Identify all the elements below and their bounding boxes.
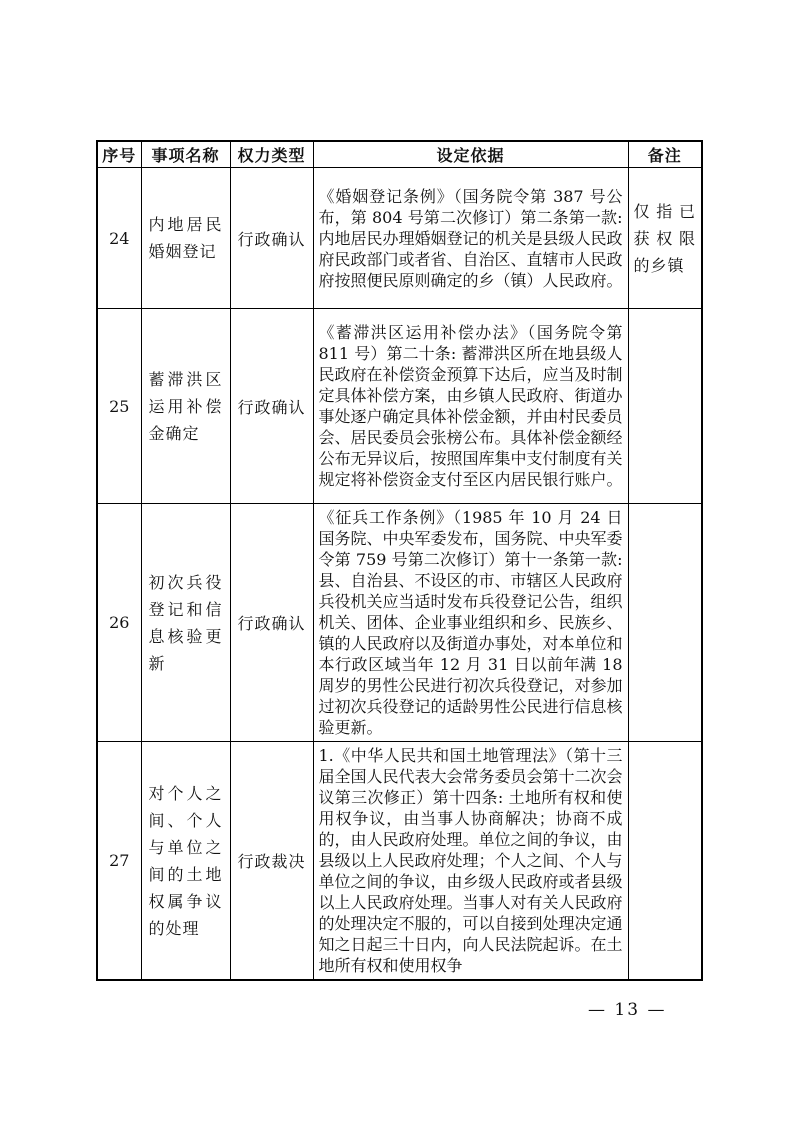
legal-basis-cell: 《征兵工作条例》（1985 年 10 月 24 日国务院、中央军委发布，国务院、中央军委令第 759 号第二次修订）第十一条第一款: 县、自治县、不设区的市、市辖区人民政府兵役机关应当适时发布兵役登记公告，组织机关、团体、企业事业组织和乡、民族乡、镇的人民政府以及街道办事处，对本单位和本行政区域当年 12 月 31 日以前年满 18 周岁的男性公民进行初次兵役登记，对参加过初次兵役登记的适龄男性公民进行信息核验更新。 xyxy=(313,504,628,742)
header-cell-no: 序号 xyxy=(97,141,141,168)
legal-basis-cell: 1.《中华人民共和国土地管理法》（第十三届全国人民代表大会常务委员会第十二次会议第三次修正）第十四条: 土地所有权和使用权争议，由当事人协商解决；协商不成的，由人民政府处理。单位之间的争议，由县级以上人民政府处理；个人之间、个人与单位之间的争议，由乡级人民政府或者县级以上人民政府处理。当事人对有关人民政府的处理决定不服的，可以自接到处理决定通知之日起三十日内，向人民法院起诉。在土地所有权和使用权争 xyxy=(313,742,628,981)
item-name-cell: 对个人之间、个人与单位之间的土地权属争议的处理 xyxy=(141,742,230,981)
header-row xyxy=(97,141,702,168)
table-row xyxy=(97,168,702,309)
header-cell-basis: 设定依据 xyxy=(313,141,628,168)
table-body xyxy=(97,168,702,981)
row-number-cell: 24 xyxy=(97,168,141,309)
header-cell-remark: 备注 xyxy=(628,141,702,168)
legal-basis-cell: 《蓄滞洪区运用补偿办法》（国务院令第 811 号）第二十条: 蓄滞洪区所在地县级人民政府在补偿资金预算下达后，应当及时制定具体补偿方案，由乡镇人民政府、街道办事处逐户确定具体补偿金额，并由村民委员会、居民委员会张榜公布。具体补偿金额经公布无异议后，按照国库集中支付制度有关规定将补偿资金支付至区内居民银行账户。 xyxy=(313,309,628,504)
item-name-cell: 内地居民婚姻登记 xyxy=(141,168,230,309)
power-type-cell: 行政确认 xyxy=(230,309,313,504)
power-type-cell: 行政确认 xyxy=(230,504,313,742)
power-type-cell: 行政确认 xyxy=(230,168,313,309)
header-cell-type: 权力类型 xyxy=(230,141,313,168)
power-type-cell: 行政裁决 xyxy=(230,742,313,981)
header-cell-name: 事项名称 xyxy=(141,141,230,168)
row-number-cell: 25 xyxy=(97,309,141,504)
remark-cell xyxy=(628,504,702,742)
table-header xyxy=(97,141,702,168)
remark-cell: 仅指已获权限的乡镇 xyxy=(628,168,702,309)
table-row xyxy=(97,504,702,742)
table-row xyxy=(97,742,702,981)
row-number-cell: 27 xyxy=(97,742,141,981)
power-items-table xyxy=(96,140,703,981)
item-name-cell: 蓄滞洪区运用补偿金确定 xyxy=(141,309,230,504)
row-number-cell: 26 xyxy=(97,504,141,742)
legal-basis-cell: 《婚姻登记条例》（国务院令第 387 号公布，第 804 号第二次修订）第二条第一款: 内地居民办理婚姻登记的机关是县级人民政府民政部门或者省、自治区、直辖市人民政府按照便民原则确定的乡（镇）人民政府。 xyxy=(313,168,628,309)
table-row xyxy=(97,309,702,504)
page-number: — 13 — xyxy=(588,1000,667,1020)
remark-cell xyxy=(628,309,702,504)
remark-cell xyxy=(628,742,702,981)
item-name-cell: 初次兵役登记和信息核验更新 xyxy=(141,504,230,742)
